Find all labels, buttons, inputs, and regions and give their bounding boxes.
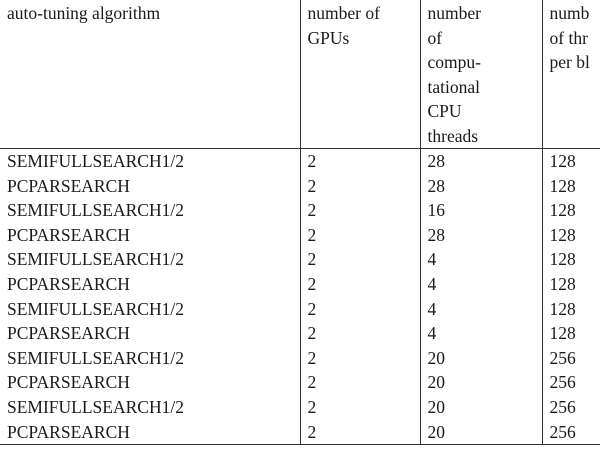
cell-threads-per-block: 128	[542, 321, 600, 346]
table-row	[0, 297, 600, 322]
table-body	[0, 149, 600, 445]
table-row	[0, 370, 600, 395]
cell-algorithm: SEMIFULLSEARCH1/2	[7, 200, 184, 221]
cell-threads-per-block: 128	[542, 297, 600, 322]
cell-algorithm: SEMIFULLSEARCH1/2	[7, 249, 184, 270]
cell-algorithm: SEMIFULLSEARCH1/2	[7, 396, 184, 417]
table-row	[0, 149, 600, 174]
cell-algorithm: PCPARSEARCH	[7, 323, 130, 344]
cell-cpu-threads: 4	[420, 272, 542, 297]
cell-cpu-threads: 28	[420, 149, 542, 174]
cell-gpus: 2	[300, 297, 420, 322]
cell-cpu-threads: 20	[420, 370, 542, 395]
cell-cpu-threads: 16	[420, 198, 542, 223]
header-threads-per-block: numb of thr per bl	[542, 0, 600, 149]
cell-gpus: 2	[300, 223, 420, 248]
header-cpu-threads: number of compu- tational CPU threads	[420, 0, 542, 149]
cell-threads-per-block: 128	[542, 272, 600, 297]
cell-algorithm: PCPARSEARCH	[7, 273, 130, 294]
cell-threads-per-block: 128	[542, 198, 600, 223]
cell-cpu-threads: 4	[420, 321, 542, 346]
cell-threads-per-block: 256	[542, 395, 600, 420]
cell-algorithm: PCPARSEARCH	[0, 420, 300, 445]
cell-cpu-threads: 20	[420, 346, 542, 371]
table-row	[0, 174, 600, 199]
table-header-row	[0, 0, 600, 149]
cell-threads-per-block: 128	[542, 149, 600, 174]
cell-cpu-threads: 20	[420, 420, 542, 445]
cell-algorithm: PCPARSEARCH	[7, 224, 130, 245]
cell-algorithm: SEMIFULLSEARCH1/2	[7, 298, 184, 319]
cell-gpus: 2	[300, 321, 420, 346]
cell-cpu-threads: 28	[420, 223, 542, 248]
header-gpus: number of GPUs	[300, 0, 420, 149]
cell-gpus: 2	[300, 420, 420, 445]
table-row	[0, 272, 600, 297]
cell-gpus: 2	[300, 395, 420, 420]
cell-gpus: 2	[300, 149, 420, 174]
cell-threads-per-block: 128	[542, 223, 600, 248]
table-row	[0, 395, 600, 420]
cell-cpu-threads: 20	[420, 395, 542, 420]
cell-gpus: 2	[300, 198, 420, 223]
table-row	[0, 247, 600, 272]
table-row	[0, 321, 600, 346]
cell-algorithm: SEMIFULLSEARCH1/2	[7, 151, 184, 171]
cell-threads-per-block: 256	[542, 346, 600, 371]
cell-cpu-threads: 28	[420, 174, 542, 199]
cell-gpus: 2	[300, 370, 420, 395]
cell-cpu-threads: 4	[420, 297, 542, 322]
cell-threads-per-block: 256	[542, 420, 600, 445]
cell-gpus: 2	[300, 247, 420, 272]
cell-gpus: 2	[300, 346, 420, 371]
cell-algorithm: SEMIFULLSEARCH1/2	[7, 347, 184, 368]
table-row	[0, 198, 600, 223]
table-row	[0, 346, 600, 371]
cell-gpus: 2	[300, 272, 420, 297]
cell-cpu-threads: 4	[420, 247, 542, 272]
cell-gpus: 2	[300, 174, 420, 199]
cell-algorithm: PCPARSEARCH	[7, 372, 130, 393]
table-row	[0, 223, 600, 248]
cell-algorithm: PCPARSEARCH	[7, 175, 130, 196]
header-algorithm: auto-tuning algorithm	[0, 0, 300, 149]
cell-threads-per-block: 256	[542, 370, 600, 395]
cell-threads-per-block: 128	[542, 174, 600, 199]
cell-threads-per-block: 128	[542, 247, 600, 272]
table-row	[0, 420, 600, 445]
